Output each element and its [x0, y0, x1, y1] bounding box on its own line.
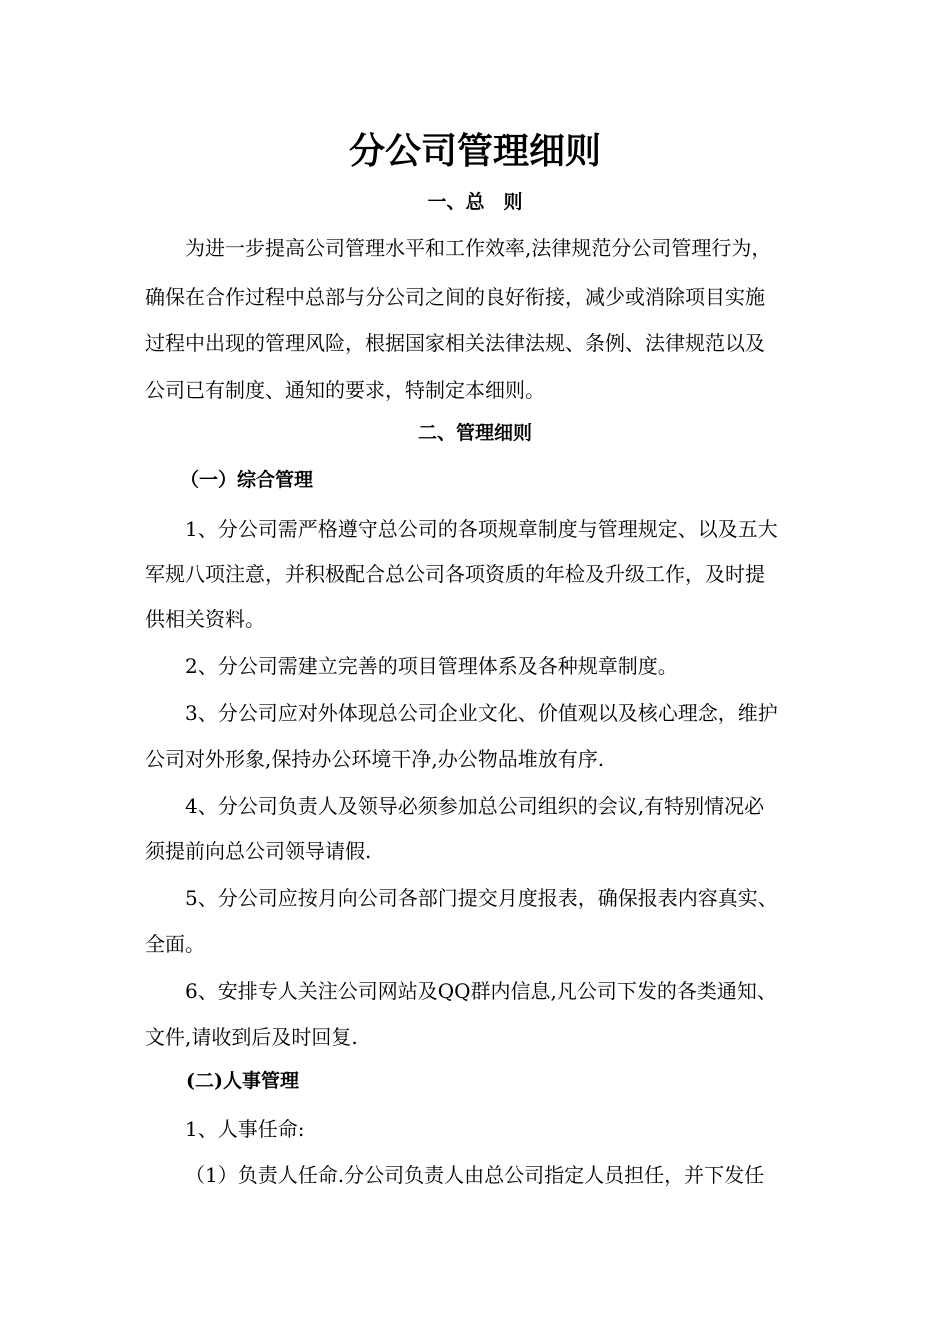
section-heading-general: 一、总 则 — [427, 191, 523, 213]
paragraph-line: 须提前向总公司领导请假. — [145, 839, 372, 863]
paragraph-line: 2、分公司需建立完善的项目管理体系及各种规章制度。 — [185, 654, 678, 678]
paragraph-line: 全面。 — [145, 932, 205, 956]
paragraph-line: 过程中出现的管理风险，根据国家相关法律法规、条例、法律规范以及 — [145, 331, 765, 355]
paragraph-line: 3、分公司应对外体现总公司企业文化、价值观以及核心理念，维护 — [185, 701, 778, 725]
paragraph-line: 公司已有制度、通知的要求，特制定本细则。 — [145, 378, 545, 402]
paragraph-line: 为进一步提高公司管理水平和工作效率,法律规范分公司管理行为， — [185, 236, 772, 260]
subsection-heading-personnel-management: (二)人事管理 — [186, 1070, 299, 1092]
paragraph-line: 公司对外形象,保持办公环境干净,办公物品堆放有序. — [145, 747, 605, 771]
paragraph-line: 供相关资料。 — [145, 607, 265, 631]
paragraph-line: 1、人事任命: — [185, 1117, 305, 1141]
subsection-heading-general-management: （一）综合管理 — [180, 469, 314, 491]
paragraph-line: 6、安排专人关注公司网站及QQ群内信息,凡公司下发的各类通知、 — [185, 979, 777, 1003]
document-title: 分公司管理细则 — [348, 130, 601, 172]
paragraph-line: 确保在合作过程中总部与分公司之间的良好衔接，减少或消除项目实施 — [145, 285, 765, 309]
paragraph-line: 1、分公司需严格遵守总公司的各项规章制度与管理规定、以及五大 — [185, 517, 778, 541]
paragraph-line: 军规八项注意，并积极配合总公司各项资质的年检及升级工作，及时提 — [145, 562, 765, 586]
paragraph-line: 文件,请收到后及时回复. — [145, 1025, 358, 1049]
section-heading-management: 二、管理细则 — [417, 422, 532, 444]
paragraph-line: （1）负责人任命.分公司负责人由总公司指定人员担任，并下发任 — [185, 1163, 765, 1187]
paragraph-line: 4、分公司负责人及领导必须参加总公司组织的会议,有特别情况必 — [185, 794, 765, 818]
paragraph-line: 5、分公司应按月向公司各部门提交月度报表，确保报表内容真实、 — [185, 886, 778, 910]
